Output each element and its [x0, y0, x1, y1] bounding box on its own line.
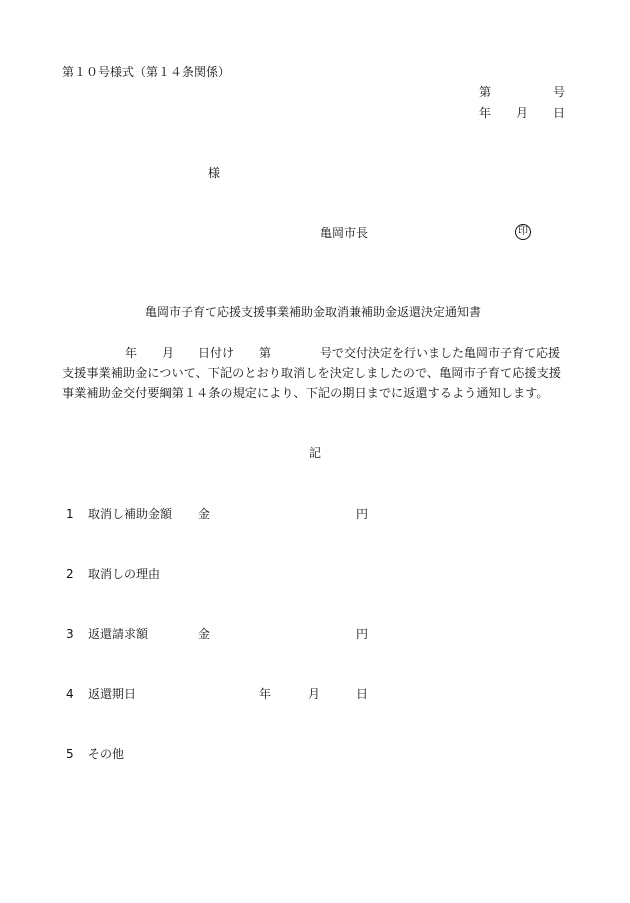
addressee-honorific: 様: [208, 166, 221, 180]
document-title: 亀岡市子育て応援支援事業補助金取消兼補助金返還決定通知書: [145, 305, 482, 319]
form-number: 第１０号様式（第１４条関係）: [62, 65, 231, 79]
item-number: 5: [66, 747, 74, 761]
item-label: 返還請求額: [88, 627, 149, 641]
sender-title: 亀岡市長: [320, 226, 369, 240]
item-label: 返還期日: [88, 687, 137, 701]
body-no-prefix: 第: [259, 346, 272, 360]
date-year: 年: [479, 106, 492, 120]
item-number: 3: [66, 627, 74, 641]
due-year: 年: [259, 687, 272, 701]
item-label: 取消し補助金額: [88, 507, 173, 521]
amount-prefix: 金: [198, 627, 211, 641]
body-line3: 事業補助金交付要綱第１４条の規定により、下記の期日までに返還するよう通知します。: [62, 386, 549, 400]
due-month: 月: [308, 687, 321, 701]
doc-number-prefix: 第: [479, 85, 492, 99]
amount-suffix: 円: [356, 627, 369, 641]
body-month: 月: [162, 346, 175, 360]
date-month: 月: [516, 106, 529, 120]
ki-marker: 記: [309, 446, 322, 460]
item-label: その他: [88, 747, 125, 761]
item-label: 取消しの理由: [88, 567, 161, 581]
date-day: 日: [553, 106, 566, 120]
amount-suffix: 円: [356, 507, 369, 521]
seal-mark: [515, 224, 531, 240]
body-dated: 日付け: [198, 346, 235, 360]
item-number: 4: [66, 687, 74, 701]
body-line2: 支援事業補助金について、下記のとおり取消しを決定しましたので、亀岡市子育て応援支援: [62, 366, 561, 380]
item-number: 1: [66, 507, 74, 521]
doc-number-suffix: 号: [553, 85, 566, 99]
body-year: 年: [125, 346, 138, 360]
amount-prefix: 金: [198, 507, 211, 521]
item-number: 2: [66, 567, 74, 581]
body-line1-rest: 号で交付決定を行いました亀岡市子育て応援: [320, 346, 561, 360]
seal-char: 印: [518, 226, 528, 237]
due-day: 日: [356, 687, 369, 701]
